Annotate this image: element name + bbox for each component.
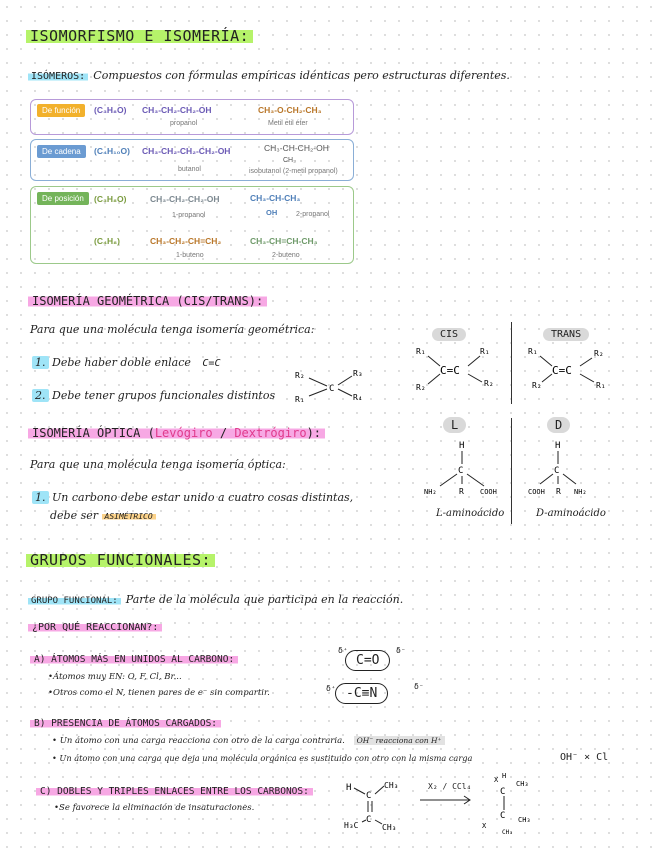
L-label: L: [443, 417, 466, 433]
svg-text:R₄: R₄: [353, 393, 363, 402]
carbonyl-group: C=O: [345, 650, 390, 671]
c-bullet-1: •Se favorece la eliminación de insaturaciones.: [54, 803, 255, 813]
tetrahedral-carbon-diagram: [295, 368, 375, 408]
svg-text:C: C: [366, 791, 372, 801]
a-title: A) ÁTOMOS MÁS EN UNIDOS AL CARBONO:: [30, 654, 238, 665]
D-label: D: [547, 417, 570, 433]
svg-text:CH₃: CH₃: [502, 829, 513, 836]
section-title-grupos: GRUPOS FUNCIONALES:: [26, 551, 215, 569]
b-title: B) PRESENCIA DE ÁTOMOS CARGADOS:: [30, 718, 221, 729]
svg-text:R₁: R₁: [528, 347, 538, 356]
svg-text:NH₂: NH₂: [574, 488, 587, 496]
butanol-name: butanol: [178, 166, 201, 173]
cis-structure: [414, 344, 504, 398]
svg-text:H: H: [346, 783, 352, 793]
propanol1-formula: CH₃-CH₂-CH₂-OH: [150, 194, 220, 204]
svg-text:H: H: [555, 441, 561, 451]
svg-text:C: C: [329, 384, 335, 394]
svg-text:R₂: R₂: [532, 381, 542, 390]
grupo-funcional-definition: GRUPO FUNCIONAL: Parte de la molécula que participa en la reacción.: [28, 588, 403, 607]
buteno1-name: 1-buteno: [176, 252, 204, 259]
propanol2-formula: CH₃-CH-CH₃: [250, 193, 301, 203]
eter-formula: CH₃-O-CH₂-CH₃: [258, 105, 322, 115]
a-bullet-2: •Otros como el N, tienen pares de e⁻ sin compartir.: [48, 688, 270, 698]
svg-text:C: C: [500, 787, 506, 797]
svg-text:R₁: R₁: [596, 381, 606, 390]
svg-text:C: C: [500, 811, 506, 821]
svg-text:R₂: R₂: [295, 371, 305, 380]
co-right-charge: δ⁻: [396, 646, 406, 655]
geometrica-intro: Para que una molécula tenga isomería geométrica:: [30, 323, 315, 336]
b-bullet-1: • Un átomo con una carga reacciona con otro de la carga contraria. OH⁻ reacciona con H⁺: [52, 736, 445, 746]
tag-cadena: De cadena: [37, 145, 86, 158]
buteno2-formula: CH₃-CH=CH-CH₃: [250, 236, 318, 246]
svg-text:R₂: R₂: [594, 349, 604, 358]
cn-left-charge: δ⁺: [326, 684, 336, 693]
svg-text:C: C: [458, 466, 464, 476]
svg-text:CH₃: CH₃: [516, 780, 529, 788]
isomeros-definition: ISÓMEROS: Compuestos con fórmulas empíricas idénticas pero estructuras diferentes.: [28, 64, 510, 83]
svg-text:C=C: C=C: [552, 364, 572, 377]
reaction-reagent: X₂ / CCl₄: [428, 782, 472, 791]
svg-text:C: C: [366, 815, 372, 825]
tag-posicion: De posición: [37, 192, 89, 205]
isobutanol-formula: CH₃-CH-CH₂-OH: [264, 143, 329, 153]
svg-text:COOH: COOH: [528, 488, 545, 496]
propanol2-sub: OH: [266, 208, 278, 217]
svg-text:NH₂: NH₂: [424, 488, 437, 496]
svg-text:R₁: R₁: [480, 347, 490, 356]
svg-text:COOH: COOH: [480, 488, 497, 496]
section-title-optica: ISOMERÍA ÓPTICA (Levógiro / Dextrógiro):: [28, 426, 325, 440]
propanol1-name: 1-propanol: [172, 212, 206, 219]
geometrica-item-2: 2. Debe tener grupos funcionales distintos: [32, 389, 275, 402]
svg-text:R₃: R₃: [353, 369, 363, 378]
optica-item-1: 1. Un carbono debe estar unido a cuatro cosas distintas,: [32, 491, 353, 504]
nitrile-group: -C≡N: [335, 683, 388, 704]
svg-text:CH₃: CH₃: [384, 781, 399, 790]
buteno2-name: 2-buteno: [272, 252, 300, 259]
svg-text:H₃C: H₃C: [344, 821, 359, 830]
why-react-title: ¿POR QUÉ REACCIONAN?:: [28, 622, 162, 633]
L-D-divider: [511, 418, 512, 524]
eter-name: Metil etil éter: [268, 120, 308, 127]
co-left-charge: δ⁺: [338, 646, 348, 655]
formula-cadena: (C₄H₁₀O): [94, 146, 130, 156]
a-bullet-1: •Átomos muy EN: O, F, Cl, Br...: [48, 672, 182, 682]
svg-text:R₁: R₁: [295, 395, 305, 404]
formula-posicion-1: (C₃H₈O): [94, 194, 127, 204]
svg-text:R₂: R₂: [416, 383, 426, 392]
svg-text:R: R: [459, 487, 464, 496]
section-title-isomorfismo: ISOMORFISMO E ISOMERÍA:: [26, 27, 253, 45]
formula-funcion: (C₃H₈O): [94, 105, 127, 115]
propanol2-name: 2-propanol: [296, 211, 330, 218]
svg-text:R₂: R₂: [484, 379, 494, 388]
isobutanol-sub: CH₃: [283, 157, 296, 164]
c-title: C) DOBLES Y TRIPLES ENLACES ENTRE LOS CARBONOS:: [36, 786, 313, 797]
svg-text:C=C: C=C: [440, 364, 460, 377]
tag-funcion: De función: [37, 104, 85, 117]
b-bullet-2: • Un átomo con una carga que deja una molécula orgánica es sustituido con otro con la misma carga: [52, 753, 473, 763]
svg-text:R: R: [556, 487, 561, 496]
svg-text:CH₃: CH₃: [382, 823, 397, 832]
propanol-formula: CH₃-CH₂-CH₂-OH: [142, 105, 212, 115]
formula-posicion-2: (C₄H₈): [94, 236, 120, 246]
L-aminoacid-structure: [424, 438, 508, 498]
b-bullet-2-note: OH⁻ × Cl: [560, 752, 609, 763]
D-aminoacid-structure: [528, 438, 612, 498]
svg-text:C: C: [554, 466, 560, 476]
trans-structure: [526, 344, 616, 398]
svg-text:R₁: R₁: [416, 347, 426, 356]
cn-right-charge: δ⁻: [414, 682, 424, 691]
svg-text:H: H: [459, 441, 465, 451]
cis-trans-divider: [511, 322, 512, 404]
section-title-geometrica: ISOMERÍA GEOMÉTRICA (CIS/TRANS):: [28, 294, 267, 308]
svg-text:H: H: [502, 772, 507, 780]
D-aminoacid-name: D-aminoácido: [536, 508, 606, 519]
svg-text:X: X: [482, 822, 487, 830]
buteno1-formula: CH₃-CH₂-CH=CH₂: [150, 236, 222, 246]
cis-label: CIS: [432, 328, 466, 341]
geometrica-item-1: 1. Debe haber doble enlace C=C: [32, 356, 220, 369]
optica-intro: Para que una molécula tenga isomería óptica:: [30, 458, 286, 471]
svg-text:X: X: [494, 776, 499, 784]
isobutanol-name: isobutanol (2-metil propanol): [249, 168, 338, 175]
optica-item-1b: debe ser ASIMÉTRICO: [50, 509, 156, 522]
butanol-formula: CH₃-CH₂-CH₂-CH₂-OH: [142, 146, 231, 156]
L-aminoacid-name: L-aminoácido: [436, 508, 505, 519]
trans-label: TRANS: [543, 328, 589, 341]
svg-text:CH₃: CH₃: [518, 816, 531, 824]
propanol-name: propanol: [170, 120, 198, 127]
